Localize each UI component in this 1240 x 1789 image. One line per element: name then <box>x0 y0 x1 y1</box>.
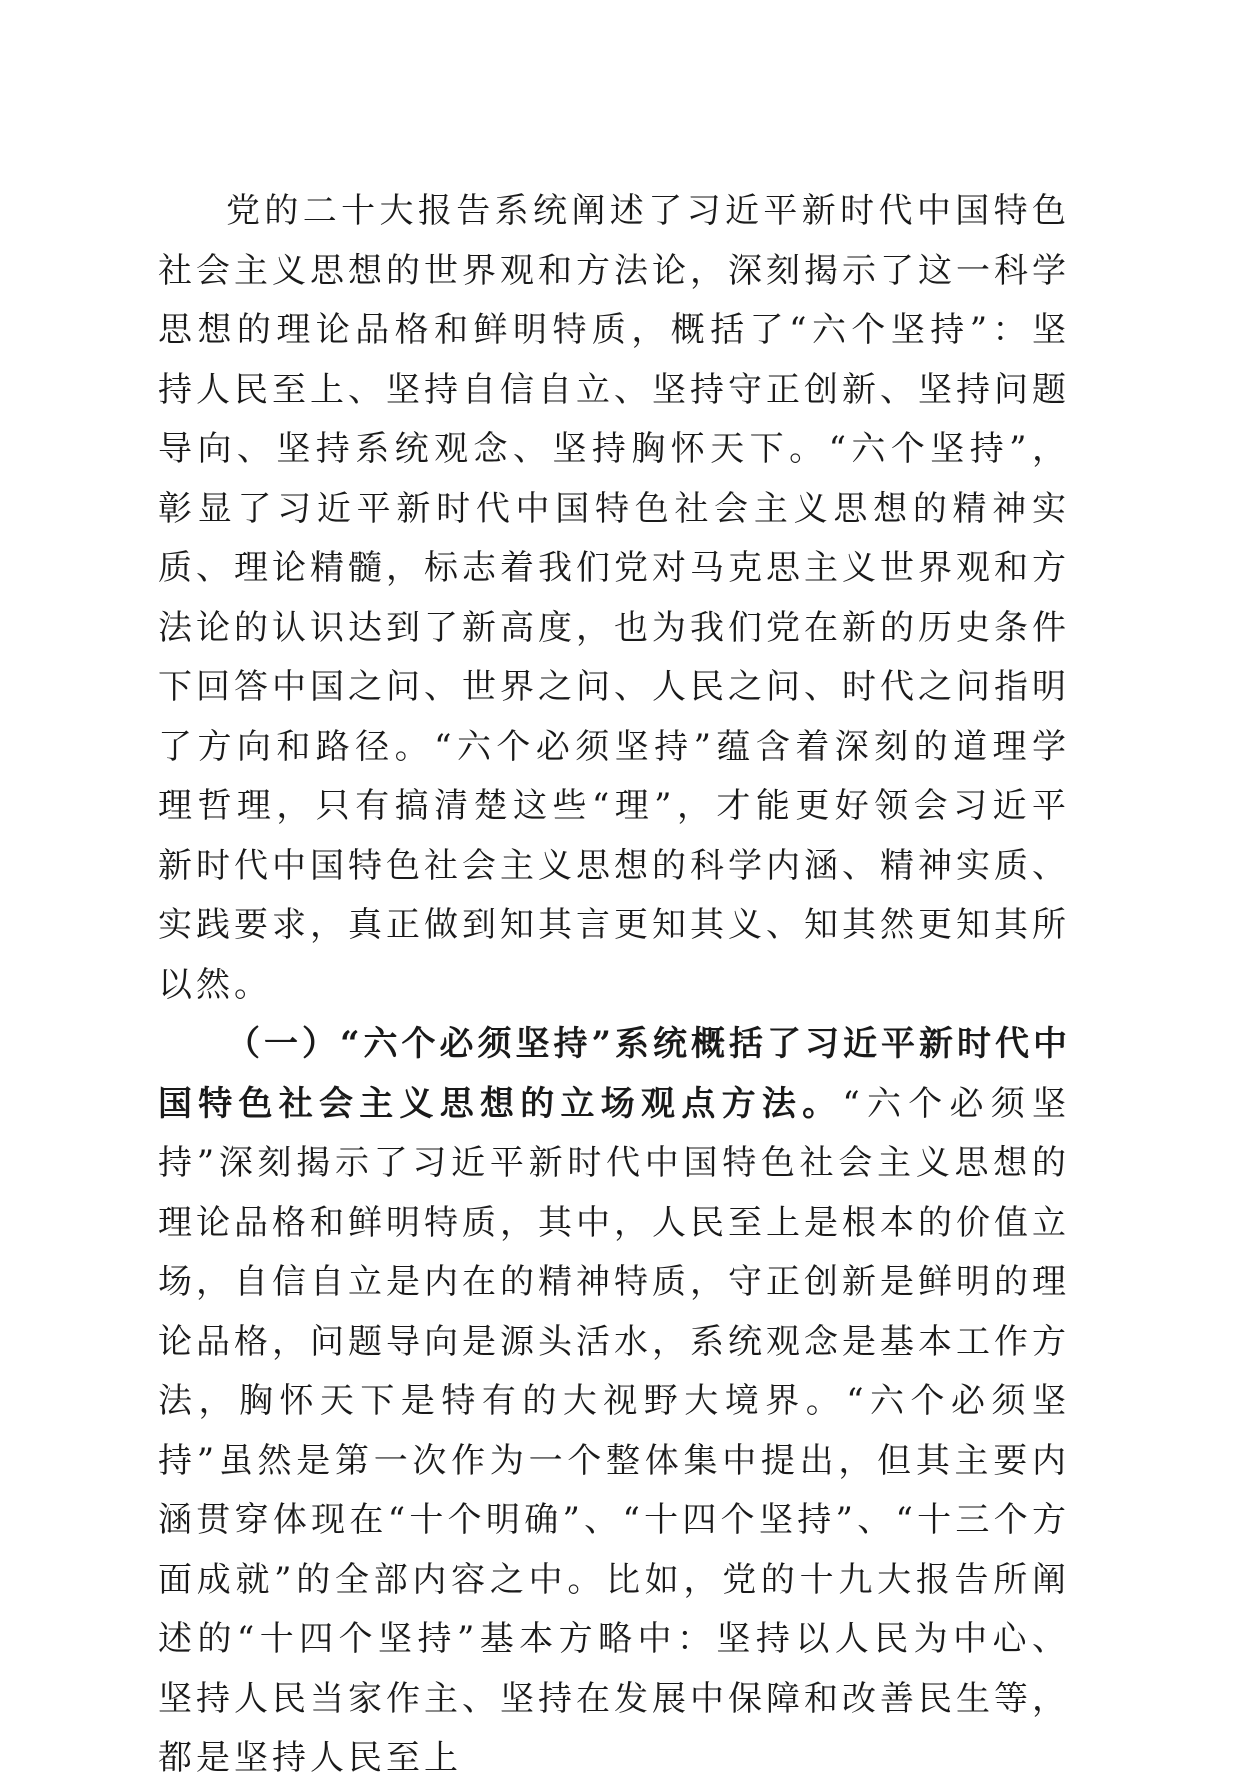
document-body <box>158 182 1070 1789</box>
section-heading: （一）“六个必须坚持”系统概括了习近平新时代中国特色社会主义思想的立场观点方法。 <box>158 1024 1070 1124</box>
paragraph-intro: 党的二十大报告系统阐述了习近平新时代中国特色社会主义思想的世界观和方法论，深刻揭示了这一科学思想的理论品格和鲜明特质，概括了“六个坚持”：坚持人民至上、坚持自信自立、坚持守正创新、坚持问题导向、坚持系统观念、坚持胸怀天下。“六个坚持”，彰显了习近平新时代中国特色社会主义思想的精神实质、理论精髓，标志着我们党对马克思主义世界观和方法论的认识达到了新高度，也为我们党在新的历史条件下回答中国之问、世界之问、人民之问、时代之问指明了方向和路径。“六个必须坚持”蕴含着深刻的道理学理哲理，只有搞清楚这些“理”，才能更好领会习近平新时代中国特色社会主义思想的科学内涵、精神实质、实践要求，真正做到知其言更知其义、知其然更知其所以然。 <box>158 191 1070 1005</box>
paragraph-section-1 <box>158 1015 1070 1789</box>
section-body: “六个必须坚持”深刻揭示了习近平新时代中国特色社会主义思想的理论品格和鲜明特质，其中，人民至上是根本的价值立场，自信自立是内在的精神特质，守正创新是鲜明的理论品格，问题导向是源头活水，系统观念是基本工作方法，胸怀天下是特有的大视野大境界。“六个必须坚持”虽然是第一次作为一个整体集中提出，但其主要内涵贯穿体现在“十个明确”、“十四个坚持”、“十三个方面成就”的全部内容之中。比如，党的十九大报告所阐述的“十四个坚持”基本方略中：坚持以人民为中心、坚持人民当家作主、坚持在发展中保障和改善民生等，都是坚持人民至上 <box>158 1083 1071 1778</box>
